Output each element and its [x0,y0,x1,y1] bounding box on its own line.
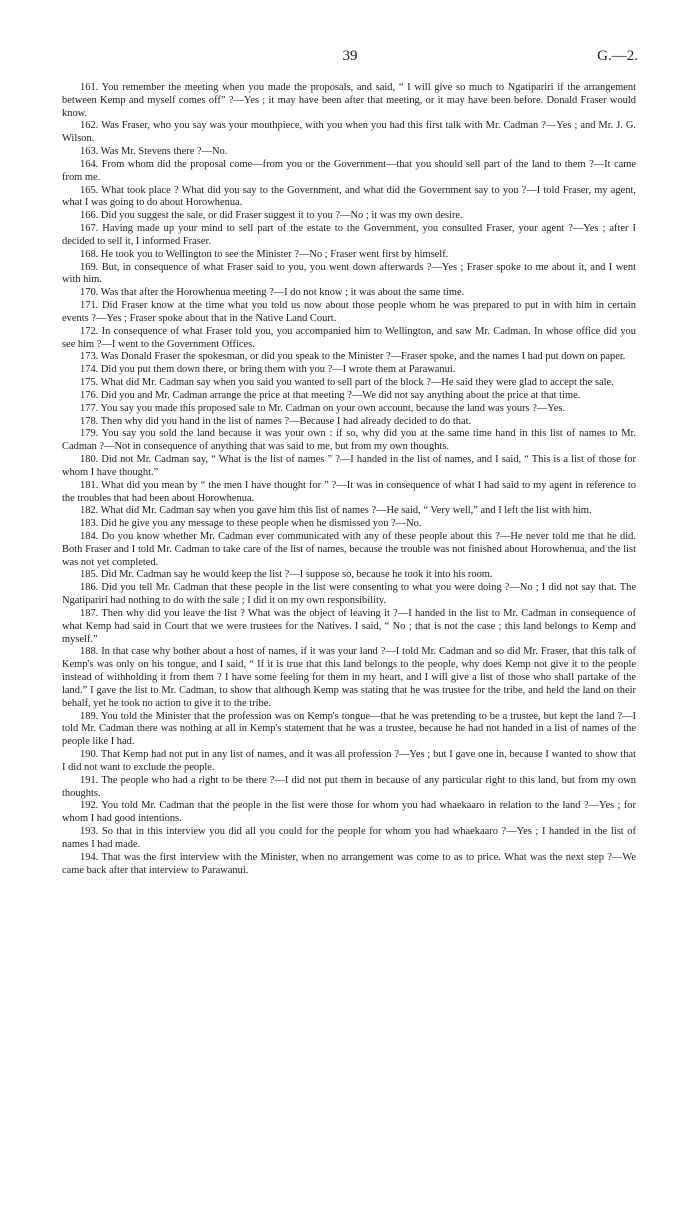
question-answer-paragraph: 190. That Kemp had not put in any list of names, and it was all profession ?—Yes ; but I gave one in, because I wanted to show that I did not want to exclude the people. [62,749,636,773]
question-answer-paragraph: 185. Did Mr. Cadman say he would keep the list ?—I suppose so, because he took it into his room. [80,569,493,581]
question-answer-paragraph: 174. Did you put them down there, or bring them with you ?—I wrote them at Parawanui. [80,364,456,376]
question-answer-paragraph: 194. That was the first interview with the Minister, when no arrangement was come to as to price. What was the next step ?—We came back after that interview to Parawanui. [62,851,636,876]
question-answer-paragraph: 166. Did you suggest the sale, or did Fraser suggest it to you ?—No ; it was my own desire. [80,210,463,222]
question-answer-paragraph: 193. So that in this interview you did all you could for the people for whom you had whaekaaro ?—Yes ; I handed in the list of names I had made. [62,826,636,850]
question-answer-paragraph: 180. Did not Mr. Cadman say, “ What is the list of names ” ?—I handed in the list of names, and I said, “ This is a list of those for whom I have thought.” [62,454,636,478]
document-body [62,82,636,877]
question-answer-paragraph: 186. Did you tell Mr. Cadman that these people in the list were consenting to what you were doing ?—No ; I did not say that. The Ngatipariri had nothing to do with the sale ; I did it on my own responsibility. [62,582,636,607]
question-answer-paragraph: 189. You told the Minister that the profession was on Kemp's tongue—that he was pretending to be a trustee, but kept the land ?—I told Mr. Cadman there was nothing at all in Kemp's statement that he was a trustee, because he had not handed in a list of names of the people like I had. [62,710,636,748]
question-answer-paragraph: 179. You say you sold the land because it was your own : if so, why did you at the same time hand in this list of names to Mr. Cadman ?—Not in consequence of anything that was said to me, but from my own thoughts. [62,428,636,453]
question-answer-paragraph: 164. From whom did the proposal come—from you or the Government—that you should sell part of the land to them ?—It came from me. [62,158,636,183]
question-answer-paragraph: 168. He took you to Wellington to see the Minister ?—No ; Fraser went first by himself. [80,248,449,260]
page-number: 39 [342,48,358,64]
question-answer-paragraph: 169. But, in consequence of what Fraser said to you, you went down afterwards ?—Yes ; Fraser spoke to me about it, and I went with him. [62,261,636,286]
page-header [0,48,700,70]
question-answer-paragraph: 187. Then why did you leave the list ? What was the object of leaving it ?—I handed in the list to Mr. Cadman in consequence of what Kemp had said in Court that we were trustees for the Natives. I said, “ No ; that is not the case ; this land belongs to Kemp and myself.” [62,607,636,645]
question-answer-paragraph: 178. Then why did you hand in the list of names ?—Because I had already decided to do that. [80,415,472,427]
question-answer-paragraph: 167. Having made up your mind to sell part of the estate to the Government, you consulted Fraser, your agent ?—Yes ; after I decided to sell it, I informed Fraser. [62,223,636,247]
question-answer-paragraph: 170. Was that after the Horowhenua meeting ?—I do not know ; it was about the same time. [80,287,465,299]
document-code: G.—2. [597,48,638,64]
question-answer-paragraph: 191. The people who had a right to be there ?—I did not put them in because of any particular right to this land, but from my own thoughts. [62,774,636,799]
question-answer-paragraph: 162. Was Fraser, who you say was your mouthpiece, with you when you had this first talk with Mr. Cadman ?—Yes ; and Mr. J. G. Wilson. [62,120,636,145]
question-answer-paragraph: 183. Did he give you any message to these people when he dismissed you ?—No. [80,518,422,530]
question-answer-paragraph: 181. What did you mean by “ the men I have thought for ” ?—It was in consequence of what I had said to my agent in reference to the troubles that had been about Horowhenua. [62,479,636,504]
question-answer-paragraph: 175. What did Mr. Cadman say when you said you wanted to sell part of the block ?—He said they were glad to accept the sale. [80,377,614,389]
question-answer-paragraph: 161. You remember the meeting when you made the proposals, and said, “ I will give so much to Ngatipariri if the arrangement between Kemp and myself comes off” ?—Yes ; it may have been after that meeting, or it may have been before. Donald Fraser would know. [62,82,636,119]
question-answer-paragraph: 188. In that case why bother about a host of names, if it was your land ?—I told Mr. Cadman and so did Mr. Fraser, that this talk of Kemp's was only on his tongue, and I said, “ If it is true that this land belongs to the people, why does Kemp not give it to the people instead of withholding it from them ? I have some feeling for them in my heart, and I will give a list of those who shall partake of the land.” I gave the list to Mr. Cadman, to show that although Kemp was stating that he was trustee for the tribe, and held the land on their behalf, yet he took no action to give it to the tribe. [62,646,636,709]
question-answer-paragraph: 177. You say you made this proposed sale to Mr. Cadman on your own account, because the land was yours ?—Yes. [80,402,566,414]
question-answer-paragraph: 173. Was Donald Fraser the spokesman, or did you speak to the Minister ?—Fraser spoke, and the names I had put down on paper. [80,351,626,363]
question-answer-paragraph: 192. You told Mr. Cadman that the people in the list were those for whom you had whaekaaro in relation to the land ?—Yes ; for whom I had good intentions. [62,800,636,825]
question-answer-paragraph: 163. Was Mr. Stevens there ?—No. [80,146,228,158]
question-answer-paragraph: 184. Do you know whether Mr. Cadman ever communicated with any of these people about this ?—He never told me that he did. Both Fraser and I told Mr. Cadman to take care of the list of names, because the trouble was not finished about Horowhenua, and the list was not yet completed. [62,530,636,568]
question-answer-paragraph: 176. Did you and Mr. Cadman arrange the price at that meeting ?—We did not say anything about the price at that time. [80,389,581,401]
question-answer-paragraph: 172. In consequence of what Fraser told you, you accompanied him to Wellington, and saw Mr. Cadman. In whose office did you see him ?—I went to the Government Offices. [62,325,636,350]
question-answer-paragraph: 171. Did Fraser know at the time what you told us now about those people whom he was prepared to put in with him in certain events ?—Yes ; Fraser spoke about that in the Native Land Court. [62,300,636,324]
question-answer-paragraph: 182. What did Mr. Cadman say when you gave him this list of names ?—He said, “ Very well,” and I left the list with him. [80,505,592,517]
question-answer-paragraph: 165. What took place ? What did you say to the Government, and what did the Government say to you ?—I told Fraser, my agent, what I was going to do about Horowhenua. [62,184,636,209]
